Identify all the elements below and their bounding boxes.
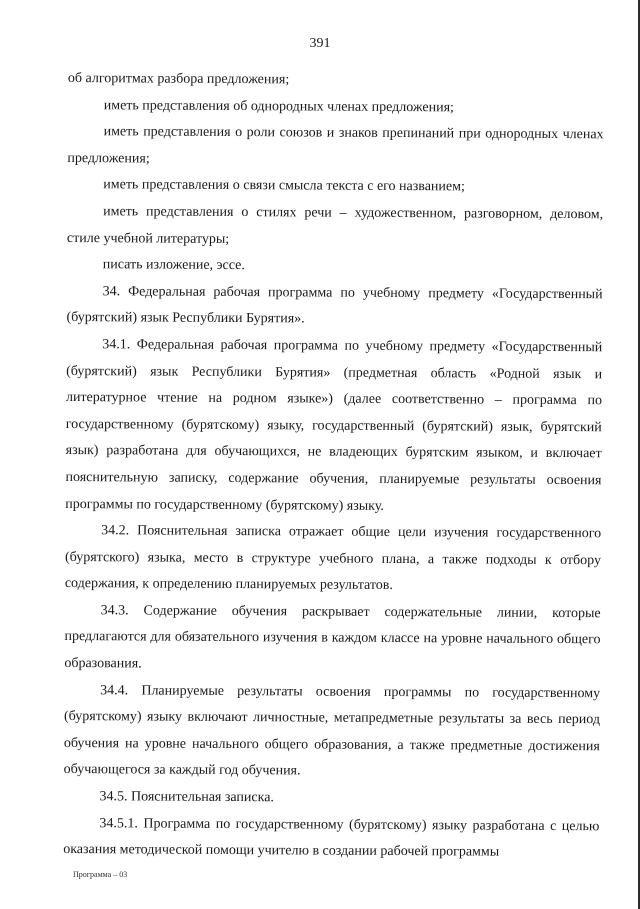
paragraph: иметь представления об однородных членах предложения; — [103, 97, 454, 115]
paragraph-34-5-1: 34.5.1. Программа по государственному (бурятскому) языку разработана с целью оказания методической помощи учителю в создании рабочей программы — [63, 815, 600, 860]
paragraph: иметь представления о роли союзов и знаков препинаний при однородных членах предложения; — [67, 124, 604, 167]
page-number: 391 — [309, 36, 331, 51]
paragraph: писать изложение, эссе. — [102, 257, 245, 274]
paragraph: иметь представления о стилях речи – художественном, разговорном, деловом, стиле учебной литературы; — [66, 204, 604, 247]
paragraph-34-2: 34.2. Пояснительная записка отражает общие цели изучения государственного (бурятского) языка, место в структуре учебного плана, а также подходы к отбору содержания, к определению планируемых результатов. — [64, 523, 602, 594]
document-body — [63, 66, 604, 867]
section-heading-34: 34. Федеральная рабочая программа по учебному предмету «Государственный (бурятский) язык Республики Бурятия». — [66, 283, 603, 327]
paragraph-34-3: 34.3. Содержание обучения раскрывает содержательные линии, которые предлагаются для обязательного изучения в каждом классе на уровне начального общего образования. — [64, 603, 601, 672]
paragraph-34-4: 34.4. Планируемые результаты освоения программы по государственному (бурятскому) языку включают личностные, метапредметные результаты за весь период обучения на уровне начального общего образования, а также предметные достижения обучающегося за каждый год обучения. — [63, 682, 601, 779]
paragraph-34-5: 34.5. Пояснительная записка. — [99, 789, 274, 806]
paragraph: иметь представления о связи смысла текста с его названием; — [103, 177, 465, 195]
page-footer: Программа – 03 — [73, 870, 128, 879]
paragraph: об алгоритмах разбора предложения; — [67, 70, 290, 88]
paragraph-34-1: 34.1. Федеральная рабочая программа по учебному предмету «Государственный (бурятский) язык Республики Бурятия» (предметная область «Родной язык и литературное чтение на родном языке») (далее соответственно – программа по государственному (бурятскому) языку, государственный (бурятский) язык, бурятский язык) разработана для обучающихся, не владеющих бурятским языком, и включает пояснительную записку, содержание обучения, планируемые результаты освоения программы по государственному (бурятскому) языку. — [65, 337, 603, 514]
